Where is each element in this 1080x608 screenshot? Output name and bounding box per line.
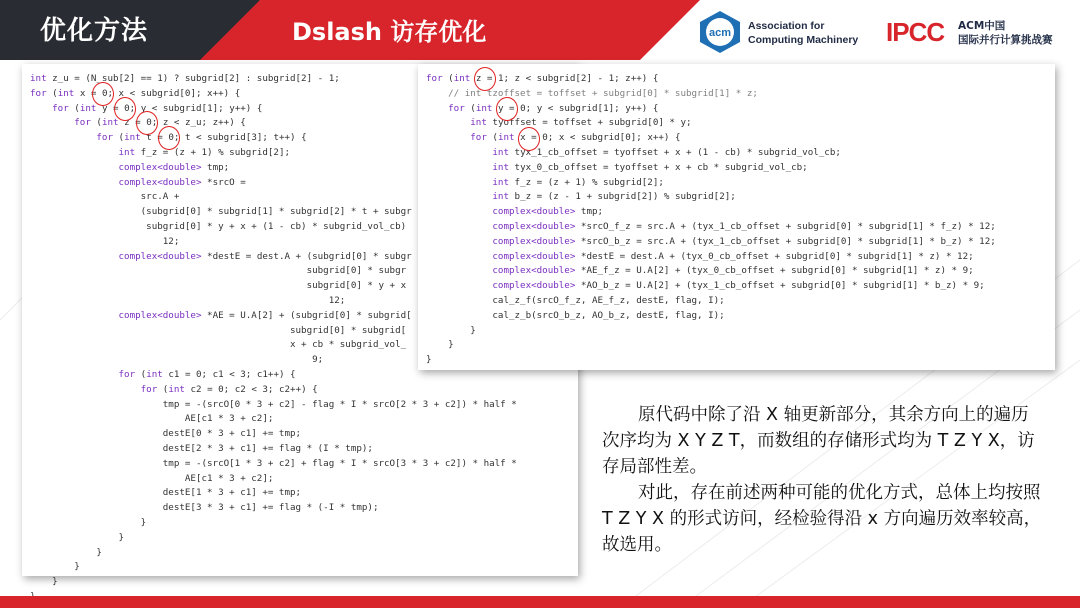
code-line: subgrid[0] * subgrid[	[30, 324, 407, 336]
code-line: int tyx_0_cb_offset = tyoffset + x + cb * subgrid_vol_cb;	[492, 161, 808, 173]
code-line: for (int y = 0; y < subgrid[1]; y++) {	[52, 102, 263, 114]
code-line: tmp = -(srcO[0 * 3 + c2] - flag * I * srcO[2 * 3 + c2]) * half *	[30, 398, 517, 410]
code-line: complex<double> *destE = dest.A + (subgrid[0] * subgr	[118, 250, 412, 262]
code-line: destE[3 * 3 + c1] += flag * (-I * tmp);	[30, 502, 379, 514]
code-line: int z_u = (N_sub[2] == 1) ? subgrid[2] : subgrid[2] - 1;	[30, 73, 340, 84]
acm-line-1: Association for	[748, 20, 825, 32]
description-paragraph-2: 对此，存在前述两种可能的优化方式，总体上均按照 T Z Y X 的形式访问，经检验得沿 x 方向遍历效率较高，故选用。	[602, 483, 1042, 555]
code-line: AE[c1 * 3 + c2];	[30, 472, 274, 484]
code-line: }	[426, 339, 454, 351]
code-line: complex<double> *AE = U.A[2] + (subgrid[0] * subgrid[	[118, 309, 412, 321]
loop-x-highlight	[518, 127, 540, 151]
code-line: tmp = -(srcO[1 * 3 + c2] + flag * I * srcO[3 * 3 + c2]) * half *	[30, 457, 517, 469]
code-line: complex<double> *srcO_f_z = src.A + (tyx_1_cb_offset + subgrid[0] * subgrid[1] * f_z) * 12;	[492, 220, 996, 232]
code-line: for (int x = 0; x < subgrid[0]; x++) {	[30, 87, 241, 99]
code-line: }	[30, 576, 58, 588]
code-line: }	[30, 531, 125, 543]
code-line: for (int t = 0; t < subgrid[3]; t++) {	[96, 132, 307, 144]
code-line: (subgrid[0] * subgrid[1] * subgrid[2] * t + subgr	[30, 206, 412, 218]
code-line: subgrid[0] * y + x	[30, 280, 407, 292]
code-line: complex<double> tmp;	[492, 206, 604, 218]
ipcc-line-2: 国际并行计算挑战赛	[958, 34, 1053, 46]
code-line: for (int c1 = 0; c1 < 3; c1++) {	[118, 368, 296, 380]
code-line: }	[426, 324, 476, 336]
code-line: int tyoffset = toffset + subgrid[0] * y;	[470, 117, 692, 129]
loop-z-highlight	[136, 111, 158, 135]
code-line: cal_z_b(srcO_b_z, AO_b_z, destE, flag, I);	[426, 309, 725, 321]
code-line: destE[1 * 3 + c1] += tmp;	[30, 487, 302, 499]
code-line: destE[0 * 3 + c1] += tmp;	[30, 428, 302, 440]
code-line: for (int z = 0; z < z_u; z++) {	[74, 117, 246, 129]
optimized-code-panel	[418, 64, 1055, 370]
ipcc-line-1: ACM中国	[958, 20, 1006, 32]
code-line: }	[426, 354, 432, 366]
code-line: complex<double> *srcO =	[118, 176, 246, 188]
code-line: 9;	[30, 354, 324, 366]
code-line: for (int c2 = 0; c2 < 3; c2++) {	[140, 383, 318, 395]
code-line: int b_z = (z - 1 + subgrid[2]) % subgrid[2];	[492, 191, 736, 203]
code-line: src.A +	[30, 191, 180, 203]
code-line: for (int z = 1; z < subgrid[2] - 1; z++) {	[426, 73, 659, 84]
acm-logo-label: acm	[708, 27, 732, 39]
code-line: subgrid[0] * subgr	[30, 265, 407, 277]
code-line: int f_z = (z + 1) % subgrid[2];	[118, 146, 291, 158]
code-line: subgrid[0] * y + x + (1 - cb) * subgrid_vol_cb)	[30, 220, 407, 232]
code-line: }	[30, 561, 80, 573]
code-line: 12;	[30, 294, 346, 306]
code-line: AE[c1 * 3 + c2];	[30, 413, 274, 425]
ipcc-logo: IPCC	[886, 17, 945, 47]
loop-x-highlight	[92, 82, 114, 106]
code-line: x + cb * subgrid_vol_	[30, 339, 407, 351]
code-line: cal_z_f(srcO_f_z, AE_f_z, destE, flag, I);	[426, 294, 725, 306]
description-text	[602, 402, 1042, 558]
code-line: }	[30, 516, 147, 528]
code-line: // int tzoffset = toffset + subgrid[0] * subgrid[1] * z;	[426, 87, 758, 99]
code-line: 12;	[30, 235, 180, 247]
code-line: complex<double> tmp;	[118, 161, 230, 173]
acm-name	[748, 19, 858, 47]
code-line: destE[2 * 3 + c1] += flag * (I * tmp);	[30, 442, 373, 454]
section-title: 优化方法	[40, 16, 149, 46]
acm-line-2: Computing Machinery	[748, 34, 859, 46]
acm-logo-icon	[698, 10, 742, 54]
slide-title: Dslash 访存优化	[292, 18, 487, 46]
code-line: for (int y = 0; y < subgrid[1]; y++) {	[448, 102, 659, 114]
code-line: int tyx_1_cb_offset = tyoffset + x + (1 - cb) * subgrid_vol_cb;	[492, 146, 841, 158]
loop-y-highlight	[114, 97, 136, 121]
slide-header	[0, 0, 1080, 60]
code-line: complex<double> *destE = dest.A + (tyx_0_cb_offset + subgrid[0] * subgrid[1] * z) * 12;	[492, 250, 974, 262]
ipcc-name	[958, 19, 1053, 47]
footer-bar	[0, 596, 1080, 608]
description-paragraph-1: 原代码中除了沿 X 轴更新部分，其余方向上的遍历次序均为 X Y Z T，而数组的存储形式均为 T Z Y X，访存局部性差。	[602, 405, 1035, 477]
loop-t-highlight	[158, 126, 180, 150]
code-line: complex<double> *srcO_b_z = src.A + (tyx_1_cb_offset + subgrid[0] * subgrid[1] * b_z) * 12;	[492, 235, 996, 247]
code-line: complex<double> *AO_b_z = U.A[2] + (tyx_1_cb_offset + subgrid[0] * subgrid[1] * b_z) * 9;	[492, 280, 985, 292]
code-line: complex<double> *AE_f_z = U.A[2] + (tyx_0_cb_offset + subgrid[0] * subgrid[1] * z) * 9;	[492, 265, 974, 277]
code-line: for (int x = 0; x < subgrid[0]; x++) {	[470, 132, 681, 144]
code-line: }	[30, 546, 102, 558]
loop-y-highlight	[496, 97, 518, 121]
loop-z-highlight	[474, 67, 496, 91]
code-line: int f_z = (z + 1) % subgrid[2];	[492, 176, 664, 188]
